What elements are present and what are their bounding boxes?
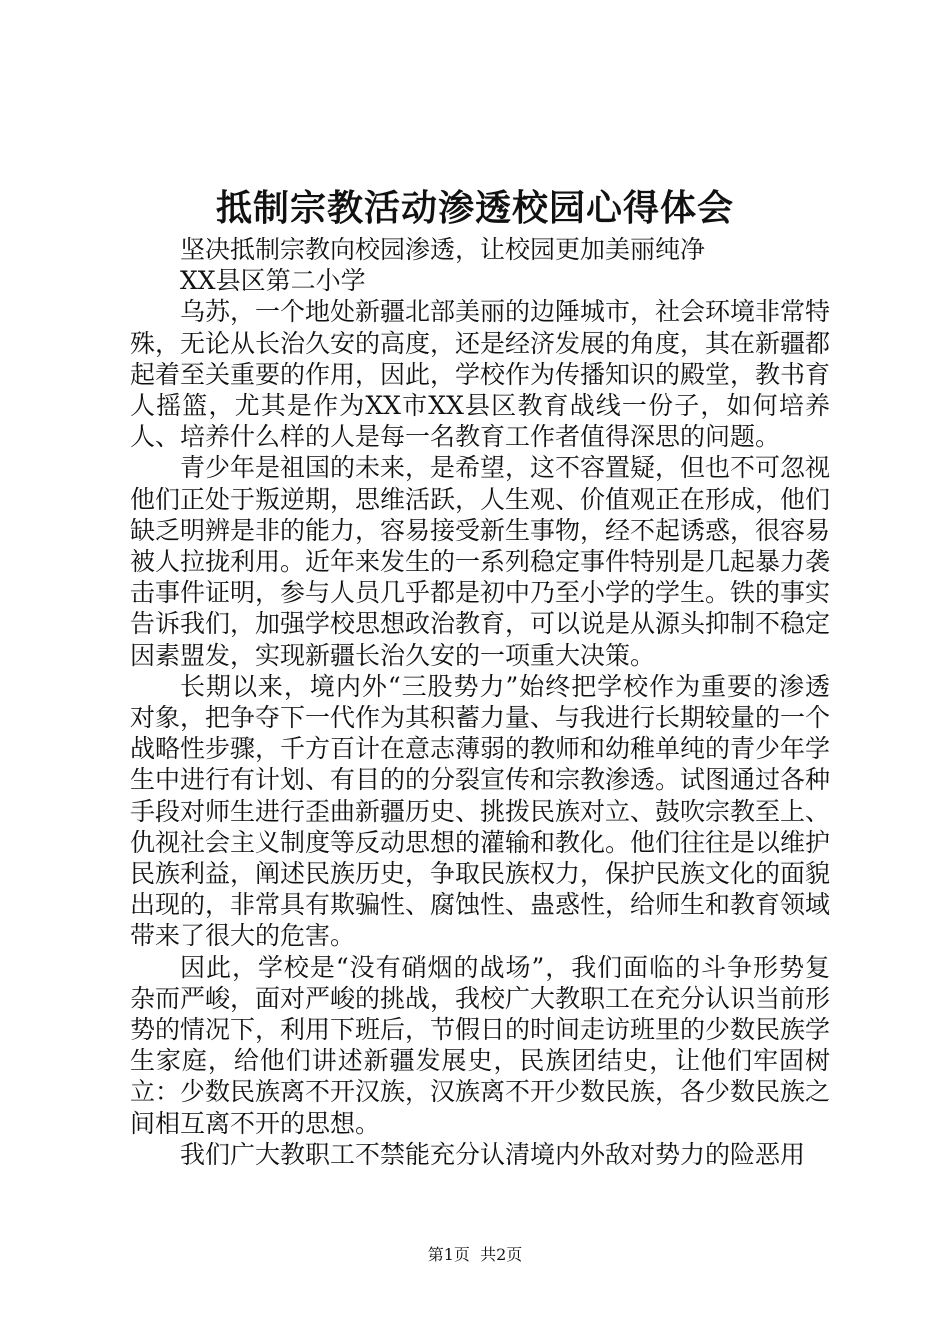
school-line: XX县区第二小学: [180, 266, 366, 296]
paragraph-5: 我们广大教职工不禁能充分认清境内外敌对势力的险恶用: [180, 1139, 806, 1169]
paragraph-2: 青少年是祖国的未来，是希望，这不容置疑，但也不可忽视他们正处于叛逆期，思维活跃，人生观、价值观正在形成，他们缺乏明辨是非的能力，容易接受新生事物，经不起诱惑，很容易被人拉拢利用。近年来发生的一系列稳定事件特别是几起暴力袭击事件证明，参与人员几乎都是初中乃至小学的学生。铁的事实告诉我们，加强学校思想政治教育，可以说是从源头抑制不稳定因素盟发，实现新疆长治久安的一项重大决策。: [130, 453, 831, 670]
document-body: [130, 234, 830, 1170]
paragraph-3: 长期以来，境内外“三股势力”始终把学校作为重要的渗透对象，把争夺下一代作为其积蓄力量、与我进行长期较量的一个战略性步骤，千方百计在意志薄弱的教师和幼稚单纯的青少年学生中进行有计划、有目的的分裂宣传和宗教渗透。试图通过各种手段对师生进行歪曲新疆历史、挑拨民族对立、鼓吹宗教至上、仇视社会主义制度等反动思想的灌输和教化。他们往往是以维护民族利益，阐述民族历史，争取民族权力，保护民族文化的面貌出现的，非常具有欺骗性、腐蚀性、蛊惑性，给师生和教育领域带来了很大的危害。: [130, 671, 831, 951]
page-total: 共2页: [480, 1245, 523, 1264]
page-footer: [0, 1244, 950, 1266]
paragraph-1: 乌苏，一个地处新疆北部美丽的边陲城市，社会环境非常特殊，无论从长治久安的高度，还是经济发展的角度，其在新疆都起着至关重要的作用，因此，学校作为传播知识的殿堂，教书育人摇篮，尤其是作为XX市XX县区教育战线一份子，如何培养人、培养什么样的人是每一名教育工作者值得深思的问题。: [130, 297, 831, 452]
paragraph-4: 因此，学校是“没有硝烟的战场”，我们面临的斗争形势复杂而严峻，面对严峻的挑战，我校广大教职工在充分认识当前形势的情况下，利用下班后，节假日的时间走访班里的少数民族学生家庭，给他们讲述新疆发展史，民族团结史，让他们牢固树立：少数民族离不开汉族，汉族离不开少数民族，各少数民族之间相互离不开的思想。: [130, 952, 831, 1138]
page-number: 第1页: [427, 1245, 470, 1264]
document-title: 抵制宗教活动渗透校园心得体会: [215, 187, 734, 229]
subtitle-line: 坚决抵制宗教向校园渗透，让校园更加美丽纯净: [180, 235, 706, 264]
